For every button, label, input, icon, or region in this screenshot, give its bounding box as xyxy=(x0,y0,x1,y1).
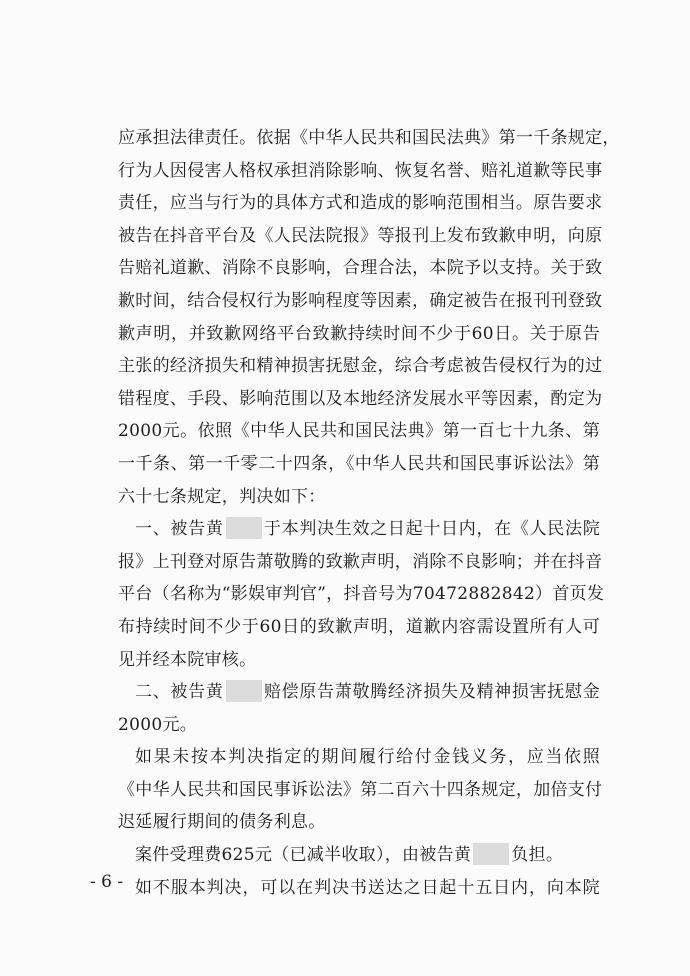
text-line: 行为人因侵害人格权承担消除影响、恢复名誉、赔礼道歉等民事 xyxy=(118,160,603,181)
text-line: 告赔礼道歉、消除不良影响，合理合法，本院予以支持。关于致 xyxy=(118,258,603,279)
item1-rest: 于本判决生效之日起十日内，在《人民法院 xyxy=(263,519,601,540)
text-line: 2000元。依照《中华人民共和国民法典》第一百七十九条、第 xyxy=(118,421,600,442)
text-line: 见并经本院审核。 xyxy=(118,649,257,670)
text-line: 平台（名称为“影娱审判官”，抖音号为70472882842）首页发 xyxy=(118,584,605,605)
text-line: 如果未按本判决指定的期间履行给付金钱义务，应当依照 xyxy=(135,747,600,768)
item1-lead: 一、被告黄 xyxy=(135,519,224,540)
text-line: 歉时间，结合侵权行为影响程度等因素，确定被告在报刊刊登致 xyxy=(118,290,603,311)
text-line: 《中华人民共和国民事诉讼法》第二百六十四条规定，加倍支付 xyxy=(118,779,603,800)
text-line: 应承担法律责任。依据《中华人民共和国民法典》第一千条规定， xyxy=(118,128,620,148)
item2-rest: 赔偿原告萧敬腾经济损失及精神损害抚慰金 xyxy=(263,682,601,703)
fee-lead: 案件受理费625元（已减半收取），由被告黄 xyxy=(135,845,472,866)
redaction-box xyxy=(473,843,509,865)
text-line: 迟延履行期间的债务利息。 xyxy=(118,812,326,833)
text-line: 主张的经济损失和精神损害抚慰金，综合考虑被告侵权行为的过 xyxy=(118,356,603,377)
text-line: 一千条、第一千零二十四条，《中华人民共和国民事诉讼法》第 xyxy=(118,453,600,474)
page-number: - 6 - xyxy=(90,872,124,892)
fee-rest: 负担。 xyxy=(511,845,564,866)
text-line: 报》上刊登对原告萧敬腾的致歉声明，消除不良影响；并在抖音 xyxy=(118,551,603,572)
item2-first-line xyxy=(118,676,600,709)
item2-lead: 二、被告黄 xyxy=(135,682,224,703)
text-line: 六十七条规定，判决如下： xyxy=(118,486,326,507)
text-line: 错程度、手段、影响范围以及本地经济发展水平等因素，酌定为 xyxy=(118,388,603,409)
judgment-text xyxy=(118,122,620,904)
fee-line xyxy=(118,839,600,872)
appeal-line: 如不服本判决，可以在判决书送达之日起十五日内，向本院 xyxy=(135,877,600,898)
text-line: 歉声明，并致歉网络平台致歉持续时间不少于60日。关于原告 xyxy=(118,323,600,344)
text-line: 布持续时间不少于60日的致歉声明，道歉内容需设置所有人可 xyxy=(118,616,600,637)
text-line: 责任，应当与行为的具体方式和造成的影响范围相当。原告要求 xyxy=(118,193,603,214)
text-line: 被告在抖音平台及《人民法院报》等报刊上发布致歉申明，向原 xyxy=(118,225,603,246)
item1-first-line xyxy=(118,513,600,546)
redaction-box xyxy=(226,680,262,702)
text-line: 2000元。 xyxy=(118,714,198,735)
redaction-box xyxy=(226,517,262,539)
